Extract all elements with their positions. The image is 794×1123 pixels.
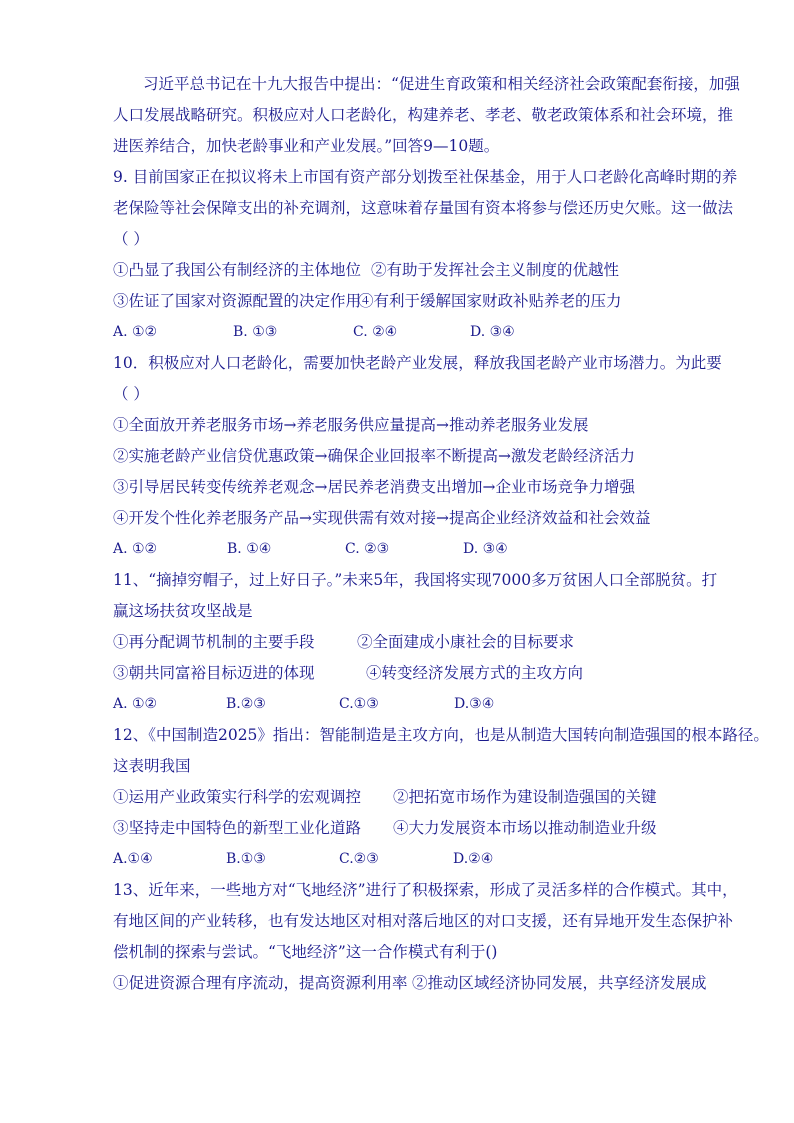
question-13-stem: 13、近年来，一些地方对“飞地经济”进行了积极探索，形成了灵活多样的合作模式。其中，: [113, 881, 738, 899]
question-10-statement-1: ①全面放开养老服务市场→养老服务供应量提高→推动养老服务业发展: [113, 416, 589, 434]
option-a[interactable]: A. ①②: [113, 324, 158, 340]
question-13-statement-2: ②推动区域经济协同发展，共享经济发展成: [412, 974, 707, 992]
question-10-statement-3: ③引导居民转变传统养老观念→居民养老消费支出增加→企业市场竞争力增强: [113, 478, 635, 496]
question-12-stem: 12、《中国制造2025》指出：智能制造是主攻方向，也是从制造大国转向制造强国的根本路径。: [113, 726, 769, 744]
option-c[interactable]: C.②③: [339, 851, 379, 867]
question-9-statement-1: ①凸显了我国公有制经济的主体地位: [113, 261, 362, 279]
question-9-stem: 老保险等社会保障支出的补充调剂，这意味着存量国有资本将参与偿还历史欠账。这一做法: [113, 199, 734, 217]
option-c[interactable]: C. ②③: [345, 541, 390, 557]
option-a[interactable]: A.①④: [113, 851, 153, 867]
option-b[interactable]: B.①③: [226, 851, 266, 867]
question-12-statement-4: ④大力发展资本市场以推动制造业升级: [393, 819, 657, 837]
question-10-blank: （ ）: [113, 385, 149, 403]
question-12-statement-2: ②把拓宽市场作为建设制造强国的关键: [393, 788, 657, 806]
option-b[interactable]: B.②③: [226, 696, 266, 712]
question-9-statement-3: ③佐证了国家对资源配置的决定作用: [113, 292, 362, 310]
question-12-statement-1: ①运用产业政策实行科学的宏观调控: [113, 788, 362, 806]
question-9-blank: （ ）: [113, 230, 149, 248]
question-13-stem: 有地区间的产业转移，也有发达地区对相对落后地区的对口支援，还有异地开发生态保护补: [113, 912, 734, 930]
option-d[interactable]: D. ③④: [463, 541, 508, 557]
option-b[interactable]: B. ①③: [233, 324, 278, 340]
question-10-stem: 10．积极应对人口老龄化，需要加快老龄产业发展，释放我国老龄产业市场潜力。为此要: [113, 354, 722, 372]
option-d[interactable]: D. ③④: [470, 324, 515, 340]
question-11-stem: 11、“摘掉穷帽子，过上好日子。”未来5年，我国将实现7000多万贫困人口全部脱贫。打: [113, 571, 718, 589]
question-13-statement-1: ①促进资源合理有序流动，提高资源利用率: [113, 974, 408, 992]
option-a[interactable]: A. ①②: [113, 696, 158, 712]
option-c[interactable]: C. ②④: [353, 324, 398, 340]
option-b[interactable]: B. ①④: [227, 541, 272, 557]
option-d[interactable]: D.③④: [454, 696, 495, 712]
intro-line: 进医养结合，加快老龄事业和产业发展。”回答9—10题。: [113, 137, 500, 155]
question-11-statement-4: ④转变经济发展方式的主攻方向: [366, 664, 584, 682]
option-d[interactable]: D.②④: [453, 851, 494, 867]
question-9-statement-2: ②有助于发挥社会主义制度的优越性: [371, 261, 620, 279]
question-11-statement-1: ①再分配调节机制的主要手段: [113, 633, 315, 651]
question-11-statement-2: ②全面建成小康社会的目标要求: [357, 633, 575, 651]
question-9-statement-4: ④有利于缓解国家财政补贴养老的压力: [358, 292, 622, 310]
question-9-stem: 9. 目前国家正在拟议将未上市国有资产部分划拨至社保基金，用于人口老龄化高峰时期的养: [113, 168, 738, 186]
option-a[interactable]: A. ①②: [113, 541, 158, 557]
question-12-stem: 这表明我国: [113, 757, 191, 775]
option-c[interactable]: C.①③: [339, 696, 379, 712]
question-12-statement-3: ③坚持走中国特色的新型工业化道路: [113, 819, 362, 837]
question-11-statement-3: ③朝共同富裕目标迈进的体现: [113, 664, 315, 682]
intro-line: 人口发展战略研究。积极应对人口老龄化，构建养老、孝老、敬老政策体系和社会环境，推: [113, 106, 734, 124]
question-11-stem: 赢这场扶贫攻坚战是: [113, 602, 253, 620]
question-10-statement-4: ④开发个性化养老服务产品→实现供需有效对接→提高企业经济效益和社会效益: [113, 509, 651, 527]
intro-line: 习近平总书记在十九大报告中提出：“促进生育政策和相关经济社会政策配套衔接，加强: [143, 75, 740, 93]
question-10-statement-2: ②实施老龄产业信贷优惠政策→确保企业回报率不断提高→激发老龄经济活力: [113, 447, 635, 465]
question-13-stem: 偿机制的探索与尝试。“飞地经济”这一合作模式有利于(): [113, 943, 498, 961]
